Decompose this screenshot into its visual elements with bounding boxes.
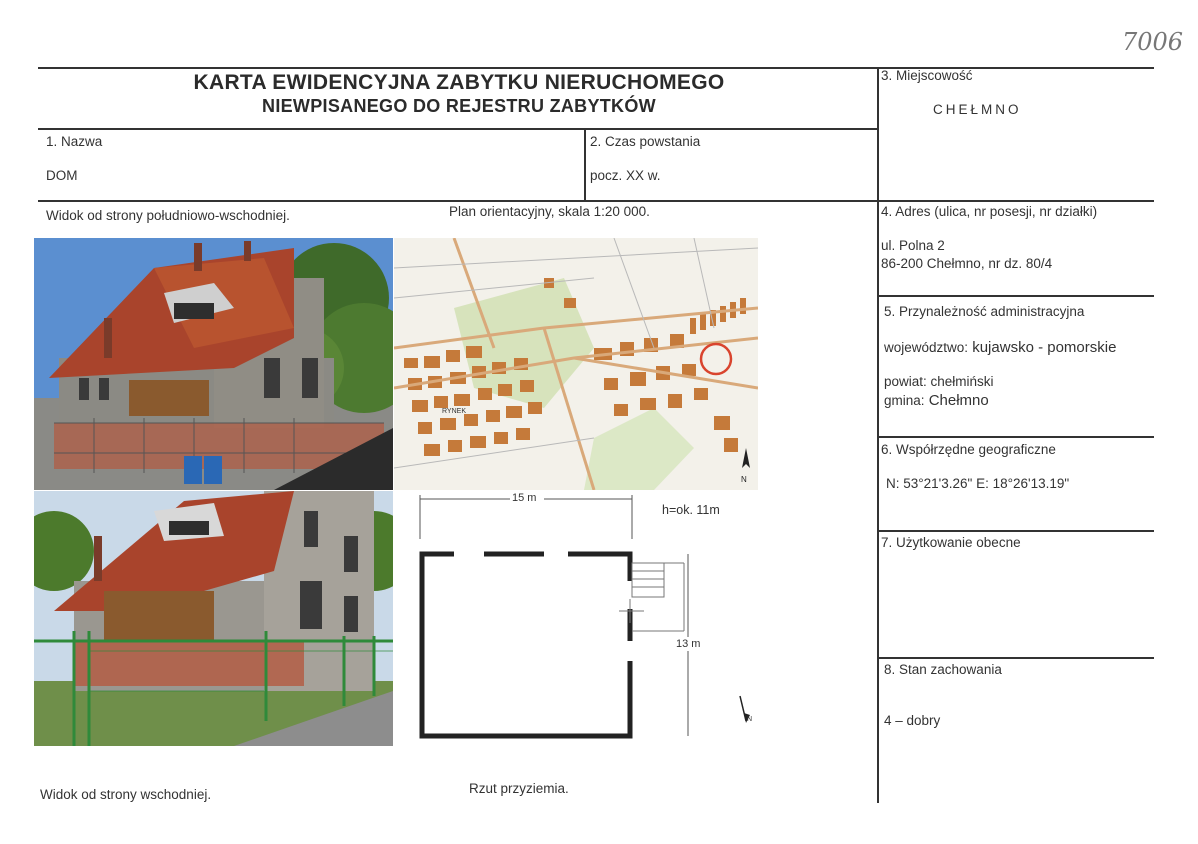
plan-north-label: N — [747, 716, 753, 723]
commune-value: Chełmno — [928, 392, 989, 409]
plan-height-label: h=ok. 11m — [662, 503, 720, 517]
place-label: 3. Miejscowość — [881, 68, 973, 83]
handwritten-catalog-number: 7006 — [1122, 28, 1184, 56]
orientation-map — [394, 238, 758, 490]
commune-label: gmina: — [884, 393, 925, 408]
time-value: pocz. XX w. — [590, 168, 661, 183]
house-photo-southeast — [34, 238, 393, 490]
admin-label: 5. Przynależność administracyjna — [884, 304, 1085, 319]
condition-value: 4 – dobry — [884, 713, 941, 728]
name-time-divider — [584, 128, 586, 201]
card-title-line1: KARTA EWIDENCYJNA ZABYTKU NIERUCHOMEGO — [193, 71, 725, 94]
top-rule — [38, 67, 1154, 69]
usage-label: 7. Użytkowanie obecne — [881, 535, 1021, 550]
right-column-divider — [877, 67, 879, 803]
coords-value: N: 53°21'3.26" E: 18°26'13.19" — [886, 476, 1070, 491]
county-value: powiat: chełmiński — [884, 374, 994, 389]
name-value: DOM — [46, 168, 78, 183]
caption-plan: Plan orientacyjny, skala 1:20 000. — [449, 204, 650, 219]
caption-view-e: Widok od strony wschodniej. — [40, 787, 212, 802]
row1-bottom-rule — [38, 200, 1154, 202]
coords-label: 6. Współrzędne geograficzne — [881, 442, 1056, 457]
name-label: 1. Nazwa — [46, 134, 103, 149]
address-bottom-rule — [877, 295, 1154, 297]
caption-ground-floor: Rzut przyziemia. — [469, 781, 569, 796]
voivodeship-row — [884, 339, 1116, 356]
usage-bottom-rule — [877, 657, 1154, 659]
admin-bottom-rule — [877, 436, 1154, 438]
card-title-line2: NIEWPISANEGO DO REJESTRU ZABYTKÓW — [262, 96, 656, 116]
house-photo-east — [34, 491, 393, 746]
map-north-label: N — [741, 475, 747, 484]
coords-bottom-rule — [877, 530, 1154, 532]
voivodeship-value: kujawsko - pomorskie — [972, 339, 1117, 356]
address-street: ul. Polna 2 — [881, 238, 945, 253]
map-label-rynek: RYNEK — [442, 408, 466, 415]
plan-depth-label: 13 m — [676, 638, 701, 650]
commune-row — [884, 392, 989, 409]
place-value: CHEŁMNO — [933, 102, 1022, 117]
address-label: 4. Adres (ulica, nr posesji, nr działki) — [881, 204, 1098, 219]
voivodeship-label: województwo: — [884, 340, 969, 355]
ground-floor-plan — [394, 491, 758, 746]
plan-width-label: 15 m — [512, 492, 537, 504]
address-postal: 86-200 Chełmno, nr dz. 80/4 — [881, 256, 1053, 271]
time-label: 2. Czas powstania — [590, 134, 701, 149]
caption-view-se: Widok od strony południowo-wschodniej. — [46, 208, 290, 223]
title-bottom-rule — [38, 128, 878, 130]
condition-label: 8. Stan zachowania — [884, 662, 1002, 677]
